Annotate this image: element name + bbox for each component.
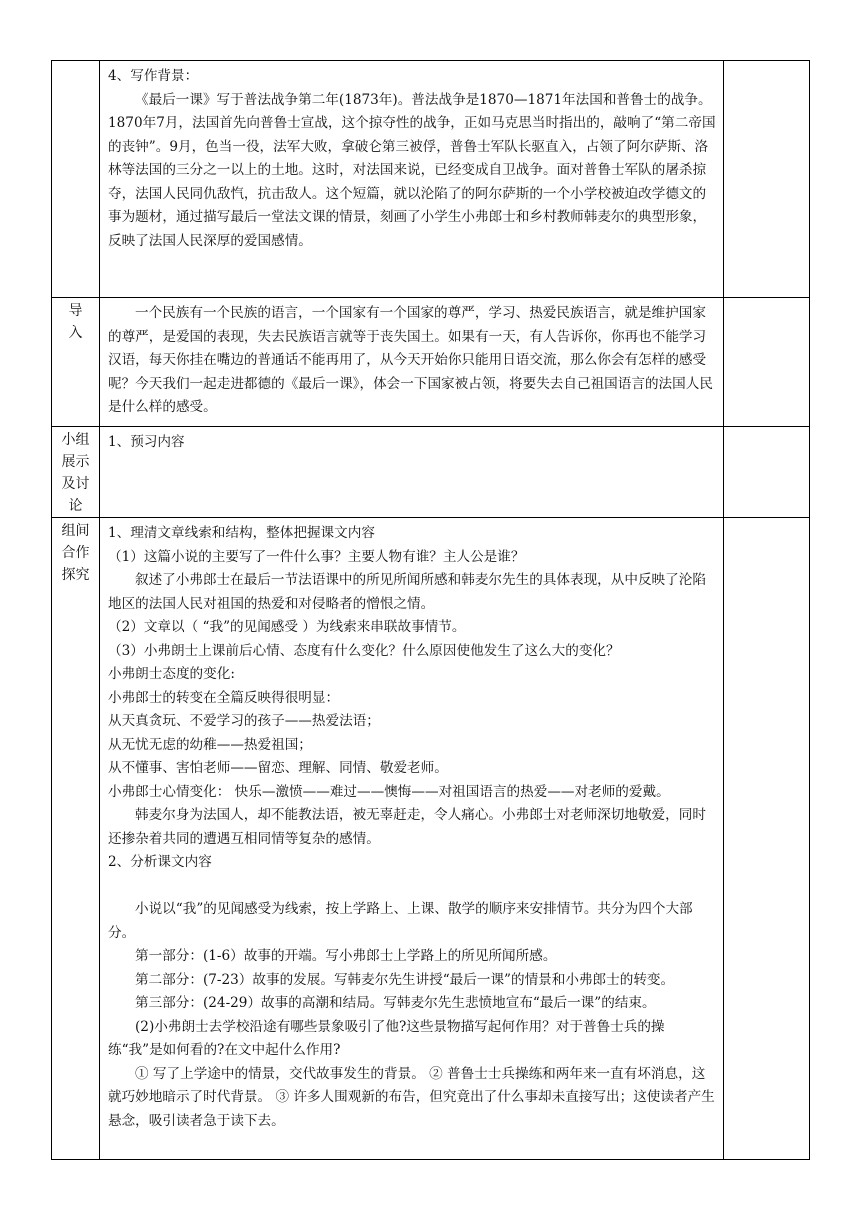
paragraph: (2)小弗朗士去学校沿途有哪些景象吸引了他?这些景物描写起何作用？对于普鲁士兵的操练“我”是如何看的?在文中起什么作用? (108, 1018, 665, 1058)
label-line: 导 (68, 303, 83, 319)
notes-column-cell (724, 427, 810, 518)
paragraph: 小弗郎士的转变在全篇反映得很明显： (108, 689, 340, 706)
section-content-group-presentation (100, 427, 724, 518)
paragraph: 从无忧无虑的幼稚——热爱祖国； (108, 736, 312, 753)
section-label-introduction (52, 298, 100, 427)
section-row-group-presentation (52, 427, 810, 518)
paragraph: 1、理清文章线索和结构，整体把握课文内容 (108, 525, 375, 541)
label-line: 探究 (61, 567, 90, 583)
label-line: 论 (68, 498, 83, 514)
notes-column-cell (724, 61, 810, 298)
paragraph: 《最后一课》写于普法战争第二年(1873年)。普法战争是1870—1871年法国和普鲁士的战争。1870年7月，法国首先向普鲁士宣战，这个掠夺性的战争，正如马克思当时指出的，敲响了“第二帝国的丧钟”。9月，色当一役，法军大败，拿破仑第三被俘，普鲁士军队长驱直入，占领了阿尔萨斯、洛林等法国的三分之一以上的土地。这时，对法国来说，已经变成自卫战争。面对普鲁士军队的屠杀掠夺，法国人民同仇敌忾，抗击敌人。这个短篇，就以沦陷了的阿尔萨斯的一个小学校被迫改学德文的事为题材，通过描写最后一堂法文课的情景，刻画了小学生小弗郎士和乡村教师韩麦尔的典型形象，反映了法国人民深厚的爱国感情。 (108, 91, 716, 249)
paragraph: 小弗朗士态度的变化: (108, 666, 235, 682)
paragraph: 第二部分：(7-23）故事的发展。写韩麦尔先生讲授“最后一课”的情景和小弗郎士的转变。 (135, 971, 675, 988)
label-line: 小组 (61, 432, 90, 448)
label-line: 组间 (61, 523, 90, 539)
blank-line (108, 875, 717, 899)
paragraph: 2、分析课文内容 (108, 854, 212, 870)
paragraph: 第一部分：(1-6）故事的开端。写小弗郎士上学路上的所见所闻所感。 (135, 948, 557, 964)
lesson-plan-table (51, 60, 810, 1160)
paragraph: 第三部分：(24-29）故事的高潮和结局。写韩麦尔先生悲愤地宣布“最后一课”的结束。 (135, 995, 656, 1011)
paragraph: 4、写作背景： (108, 68, 199, 84)
section-content-cooperative-inquiry (100, 518, 724, 1160)
paragraph: 从不懂事、害怕老师——留恋、理解、同情、敬爱老师。 (108, 760, 448, 776)
label-line: 展示 (61, 454, 90, 470)
paragraph: 叙述了小弗郎士在最后一节法语课中的所见所闻所感和韩麦尔先生的具体表现，从中反映了沦陷地区的法国人民对祖国的热爱和对侵略者的憎恨之情。 (108, 572, 706, 612)
section-content-writing-background (100, 61, 724, 298)
label-line: 入 (68, 325, 83, 341)
paragraph: （2）文章以（ “我”的见闻感受 ）为线索来串联故事情节。 (108, 619, 466, 635)
paragraph: 1、预习内容 (108, 434, 185, 450)
label-line: 合作 (61, 545, 90, 561)
paragraph: ① 写了上学途中的情景，交代故事发生的背景。 ② 普鲁士士兵操练和两年来一直有坏消息，这就巧妙地暗示了时代背景。 ③ 许多人围观新的布告，但究竟出了什么事却未直接写出；这使读者产生悬念，吸引读者急于读下去。 (108, 1065, 715, 1129)
paragraph: （3）小弗朗士上课前后心情、态度有什么变化？什么原因使他发生了这么大的变化？ (108, 642, 620, 659)
section-row-writing-background (52, 61, 810, 298)
section-label-empty (52, 61, 100, 298)
section-row-cooperative-inquiry (52, 518, 810, 1160)
paragraph: 韩麦尔身为法国人，却不能教法语，被无辜赶走，令人痛心。小弗郎士对老师深切地敬爱，同时还掺杂着共同的遭遇互相同情等复杂的感情。 (108, 807, 706, 847)
paragraph: 从天真贪玩、不爱学习的孩子——热爱法语； (108, 713, 380, 729)
section-row-introduction (52, 298, 810, 427)
notes-column-cell (724, 298, 810, 427)
paragraph: （1）这篇小说的主要写了一件什么事？主要人物有谁？主人公是谁？ (108, 548, 525, 565)
paragraph: 小弗郎士心情变化： 快乐—激愤——难过——懊悔——对祖国语言的热爱——对老师的爱戴。 (108, 783, 670, 800)
paragraph: 小说以“我”的见闻感受为线索，按上学路上、上课、散学的顺序来安排情节。共分为四个大部分。 (108, 901, 693, 941)
section-content-introduction (100, 298, 724, 427)
notes-column-cell (724, 518, 810, 1160)
label-line: 及讨 (61, 476, 90, 492)
section-label-cooperative-inquiry (52, 518, 100, 1160)
section-label-group-presentation (52, 427, 100, 518)
paragraph: 一个民族有一个民族的语言，一个国家有一个国家的尊严，学习、热爱民族语言，就是维护国家的尊严，是爱国的表现，失去民族语言就等于丧失国土。如果有一天，有人告诉你，你再也不能学习汉语，每天你挂在嘴边的普通话不能再用了，从今天开始你只能用日语交流，那么你会有怎样的感受呢？今天我们一起走进都德的《最后一课》，体会一下国家被占领，将要失去自己祖国语言的法国人民是什么样的感受。 (108, 305, 713, 415)
